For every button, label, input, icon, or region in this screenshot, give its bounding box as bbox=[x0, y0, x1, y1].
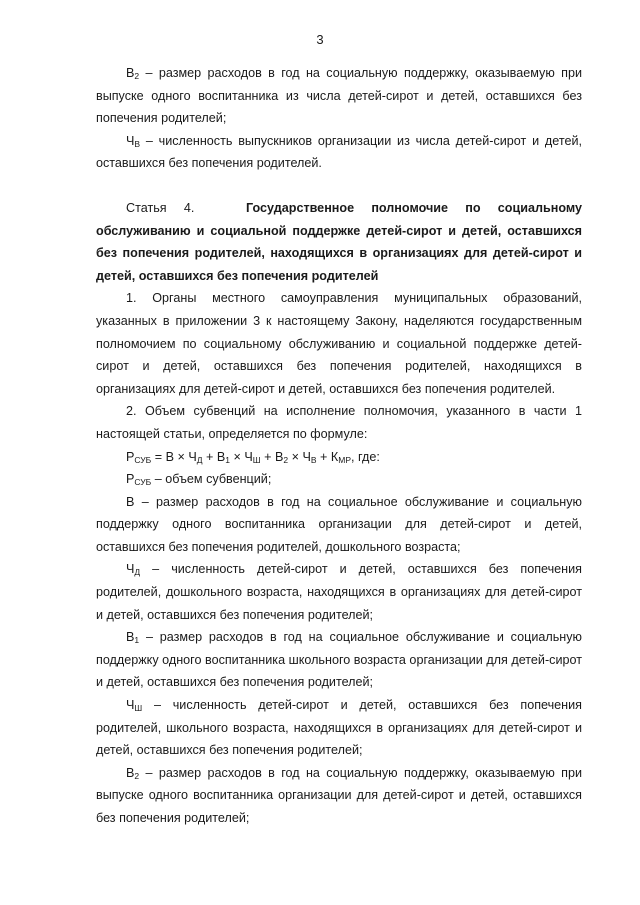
definition-text: – размер расходов в год на социальную поддержку, оказываемую при выпуске одного воспитанника из числа детей-сирот и детей, оставшихся без попечения родителей; bbox=[96, 66, 582, 126]
article-title: Государственное полномочие по социальному обслуживанию и социальной поддержке детей-сирот и детей, оставшихся без попечения родителей, находящихся в организациях для детей-сирот и детей, оставшихся без попечения родителей bbox=[96, 200, 582, 283]
definition-item: $Ч_Д$ – численность детей-сирот и детей, оставшихся без попечения родителей, дошкольного возраста, находящихся в организациях для детей-сирот и детей, оставшихся без попечения родителей; bbox=[96, 562, 582, 622]
definition-item: $Р_{СУБ}$ – объем субвенций; bbox=[126, 472, 272, 488]
definition-item: $В_2$ – размер расходов в год на социальную поддержку, оказываемую при выпуске одного воспитанника организации для детей-сирот и детей, оставшихся без попечения родителей; bbox=[96, 765, 582, 825]
definition-item: $Ч_Ш$ – численность детей-сирот и детей, оставшихся без попечения родителей, школьного возраста, находящихся в организациях для детей-сирот и детей, оставшихся без попечения родителей; bbox=[96, 698, 582, 758]
symbol: Ч bbox=[126, 133, 135, 148]
formula: $Р_{СУБ} = В \times Ч_Д + В_1 \times Ч_Ш + В_2 \times Ч_В + К_{МР}$, где: bbox=[126, 449, 380, 465]
paragraph-1: 1. Органы местного самоуправления муниципальных образований, указанных в приложении 3 к настоящему Закону, наделяются государственным полномочием по социальному обслуживанию и социальной поддержке детей-сирот и детей, оставшихся без попечения родителей, находящихся в организациях для детей-сирот и детей, оставшихся без попечения родителей. bbox=[96, 291, 582, 396]
paragraph-2: 2. Объем субвенций на исполнение полномочия, указанного в части 1 настоящей статьи, определяется по формуле: bbox=[96, 404, 582, 441]
symbol: В bbox=[126, 66, 135, 80]
symbol-subscript: 2 bbox=[134, 71, 140, 81]
definition-item: $В_1$ – размер расходов в год на социальное обслуживание и социальную поддержку одного воспитанника школьного возраста организации для детей-сирот и детей, оставшихся без попечения родителей; bbox=[96, 630, 582, 690]
article-heading bbox=[96, 197, 582, 287]
definition-item: В – размер расходов в год на социальное обслуживание и социальную поддержку одного воспитанника организации для детей-сирот и детей, оставшихся без попечения родителей, дошкольного возраста; bbox=[96, 494, 582, 554]
page-number: 3 bbox=[316, 32, 324, 47]
document-body bbox=[96, 62, 582, 830]
intro-paragraph-1 bbox=[96, 62, 582, 130]
definition-text: – численность выпускников организации из числа детей-сирот и детей, оставшихся без попечения родителей. bbox=[96, 133, 582, 171]
intro-paragraph-2 bbox=[96, 130, 582, 175]
article-label: Статья 4. bbox=[126, 200, 195, 215]
spacer bbox=[96, 175, 582, 197]
symbol-subscript: В bbox=[134, 138, 141, 149]
